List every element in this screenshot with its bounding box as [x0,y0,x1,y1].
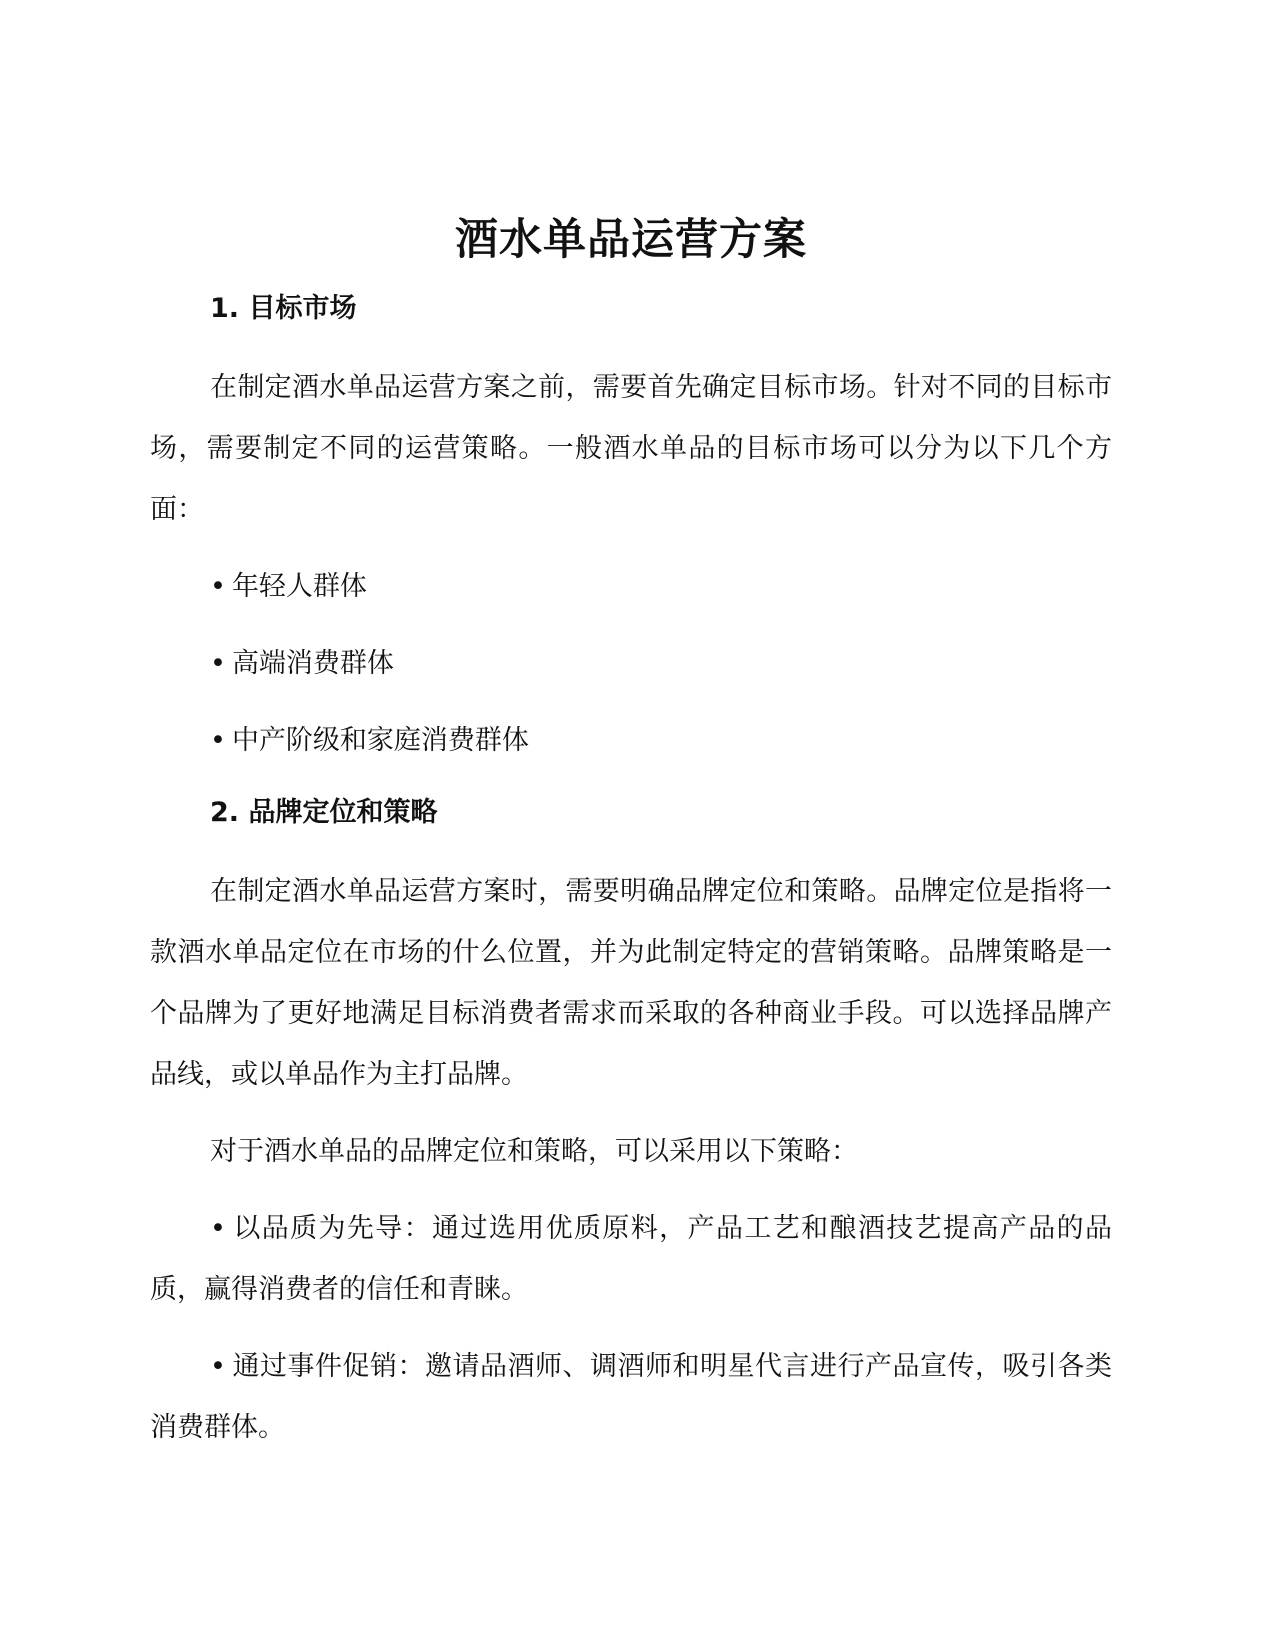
section-1-bullet-1 [150,556,1112,617]
bullet-dot: • [210,648,226,679]
bullet-dot: • [210,725,226,756]
section-2-heading: 2. 品牌定位和策略 [210,797,438,828]
section-2-bullet-1 [150,1198,1112,1320]
section-2-paragraph-1: 在制定酒水单品运营方案时，需要明确品牌定位和策略。品牌定位是指将一款酒水单品定位在市场的什么位置，并为此制定特定的营销策略。品牌策略是一个品牌为了更好地满足目标消费者需求而采取的各种商业手段。可以选择品牌产品线，或以单品作为主打品牌。 [150,876,1112,1090]
section-1-bullet-2 [150,633,1112,694]
bullet-text: 高端消费群体 [231,648,394,679]
section-1-intro: 在制定酒水单品运营方案之前，需要首先确定目标市场。针对不同的目标市场，需要制定不同的运营策略。一般酒水单品的目标市场可以分为以下几个方面： [150,372,1112,525]
section-1-bullet-3 [150,710,1112,771]
section-1-heading: 1. 目标市场 [210,293,357,324]
bullet-dot: • [210,1351,226,1382]
bullet-text: 通过事件促销：邀请品酒师、调酒师和明星代言进行产品宣传，吸引各类消费群体。 [150,1351,1112,1443]
bullet-text: 中产阶级和家庭消费群体 [231,725,529,756]
bullet-dot: • [210,1213,226,1244]
document-title: 酒水单品运营方案 [455,215,807,265]
document-content [150,205,1112,1474]
bullet-dot: • [210,571,226,602]
section-2-bullet-2 [150,1336,1112,1458]
section-2-paragraph-2: 对于酒水单品的品牌定位和策略，可以采用以下策略： [210,1136,858,1167]
bullet-text: 以品质为先导：通过选用优质原料，产品工艺和酿酒技艺提高产品的品质，赢得消费者的信任和青睐。 [150,1213,1112,1305]
bullet-text: 年轻人群体 [231,571,367,602]
